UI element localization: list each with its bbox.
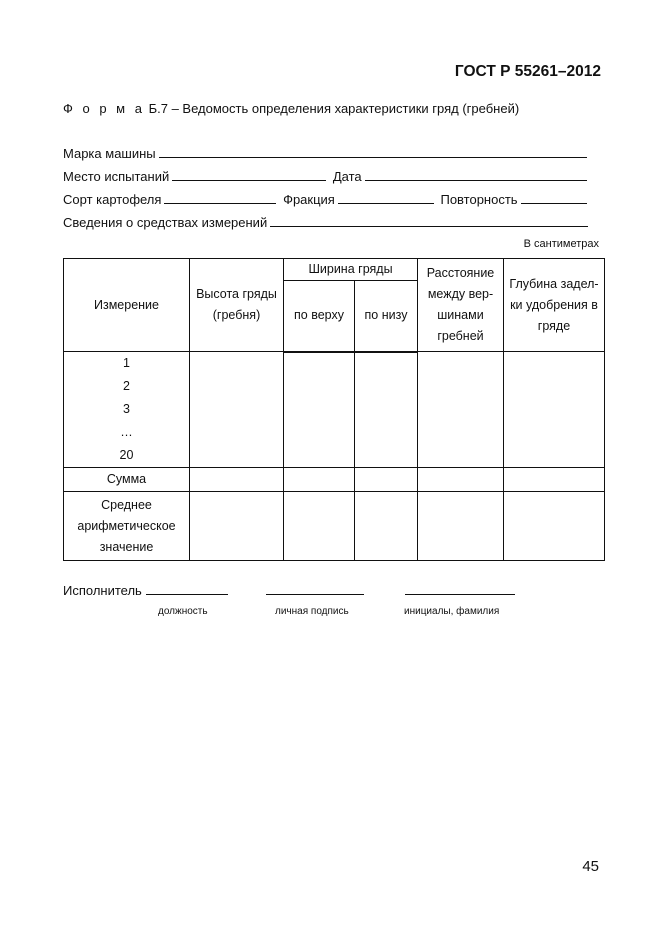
field-place-label: Место испытаний (63, 169, 170, 184)
row-number-3: 3 (123, 402, 130, 416)
units-note: В сантиметрах (523, 238, 599, 250)
signature-sign-line[interactable] (266, 583, 364, 595)
header-width-top: по верху (284, 281, 355, 352)
form-title-text: Б.7 – Ведомость определения характеристики гряд (гребней) (148, 101, 520, 116)
header-distance (418, 259, 504, 352)
field-variety-label: Сорт картофеля (63, 192, 162, 207)
row-number-20: 20 (119, 448, 134, 462)
mean-height[interactable] (190, 492, 284, 561)
sum-width-top[interactable] (284, 468, 355, 492)
field-machine-label: Марка машины (63, 146, 156, 161)
field-place-line[interactable] (172, 169, 326, 181)
sum-height[interactable] (190, 468, 284, 492)
standard-number: ГОСТ Р 55261–2012 (454, 63, 601, 80)
field-date-line[interactable] (365, 169, 587, 181)
header-distance-line3: шинами (437, 308, 484, 322)
header-height-line2: (гребня) (212, 308, 261, 322)
caption-position: должность (158, 606, 208, 617)
row-mean-line3: значение (99, 539, 154, 554)
header-depth-line3: гряде (537, 318, 571, 333)
field-fraction-label: Фракция (283, 192, 335, 207)
cell-width-bottom-values[interactable] (355, 352, 418, 468)
field-instruments-line[interactable] (270, 215, 588, 227)
sum-depth[interactable] (504, 468, 605, 492)
row-number-2: 2 (123, 379, 130, 393)
mean-distance[interactable] (418, 492, 504, 561)
cell-height-values[interactable] (190, 352, 284, 468)
cell-width-top-values[interactable] (284, 352, 355, 468)
field-machine-line[interactable] (159, 146, 587, 158)
header-height-line1: Высота гряды (196, 287, 277, 301)
signature-line (63, 583, 518, 598)
page-number: 45 (582, 858, 599, 875)
form-title (63, 101, 519, 116)
sum-width-bottom[interactable] (355, 468, 418, 492)
caption-signature: личная подпись (275, 606, 349, 617)
header-distance-line1: Расстояние (426, 266, 495, 280)
mean-width-bottom[interactable] (355, 492, 418, 561)
caption-name: инициалы, фамилия (404, 606, 500, 617)
header-width-bottom: по низу (355, 281, 418, 352)
header-distance-line4: гребней (437, 329, 484, 343)
row-mean-label (64, 492, 190, 561)
row-mean-line2: арифметическое (77, 518, 176, 533)
signature-name-line[interactable] (405, 583, 515, 595)
characteristics-table (63, 258, 605, 561)
row-mean-line1: Среднее (101, 497, 152, 512)
field-machine (63, 146, 590, 161)
mean-depth[interactable] (504, 492, 605, 561)
mean-width-top[interactable] (284, 492, 355, 561)
signature-position-line[interactable] (146, 583, 228, 595)
header-depth-line2: ки удобрения в (510, 297, 598, 312)
header-distance-line2: между вер- (427, 287, 494, 301)
field-fraction-line[interactable] (338, 192, 434, 204)
field-date-label: Дата (332, 169, 362, 184)
row-sum-label: Сумма (64, 468, 190, 492)
header-width: Ширина гряды (284, 259, 418, 281)
sum-distance[interactable] (418, 468, 504, 492)
form-prefix: Ф о р м а (63, 101, 145, 116)
field-repeat-label: Повторность (440, 192, 518, 207)
header-depth (504, 259, 605, 352)
field-instruments (63, 215, 591, 230)
signature-label: Исполнитель (63, 583, 142, 598)
row-number-1: 1 (123, 356, 130, 370)
row-number-ellipsis: … (120, 425, 133, 439)
field-variety (63, 192, 590, 207)
cell-distance-values[interactable] (418, 352, 504, 468)
header-depth-line1: Глубина задел- (509, 276, 599, 291)
field-place (63, 169, 590, 184)
header-measurement: Измерение (64, 259, 190, 352)
field-repeat-line[interactable] (521, 192, 587, 204)
field-variety-line[interactable] (164, 192, 276, 204)
cell-depth-values[interactable] (504, 352, 605, 468)
header-height (190, 259, 284, 352)
measurement-numbers (64, 352, 190, 468)
field-instruments-label: Сведения о средствах измерений (63, 215, 268, 230)
